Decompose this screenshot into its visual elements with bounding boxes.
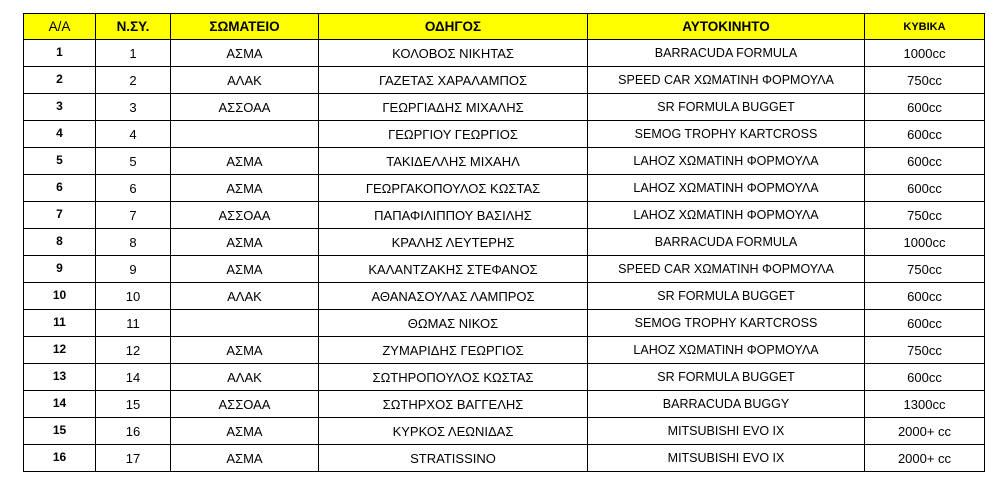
cell-car: SPEED CAR ΧΩΜΑΤΙΝΗ ΦΟΡΜΟΥΛΑ	[588, 256, 865, 283]
cell-nsy: 11	[96, 310, 171, 337]
header-car: ΑΥΤΟΚΙΝΗΤΟ	[588, 14, 865, 40]
cell-nsy: 7	[96, 202, 171, 229]
cell-cc: 600cc	[865, 94, 985, 121]
cell-club: ΑΛΑΚ	[171, 67, 319, 94]
cell-nsy: 10	[96, 283, 171, 310]
cell-club: ΑΣΜΑ	[171, 148, 319, 175]
cell-cc: 600cc	[865, 148, 985, 175]
header-driver: ΟΔΗΓΟΣ	[319, 14, 588, 40]
table-row	[24, 310, 985, 337]
cell-aa: 14	[24, 391, 96, 418]
cell-aa: 9	[24, 256, 96, 283]
cell-cc: 1000cc	[865, 40, 985, 67]
table-row	[24, 364, 985, 391]
cell-car: SPEED CAR ΧΩΜΑΤΙΝΗ ΦΟΡΜΟΥΛΑ	[588, 67, 865, 94]
cell-driver: ΣΩΤΗΡΟΠΟΥΛΟΣ ΚΩΣΤΑΣ	[319, 364, 588, 391]
cell-car: LAHOZ ΧΩΜΑΤΙΝΗ ΦΟΡΜΟΥΛΑ	[588, 175, 865, 202]
cell-driver: ΣΩΤΗΡΧΟΣ ΒΑΓΓΕΛΗΣ	[319, 391, 588, 418]
cell-cc: 750cc	[865, 256, 985, 283]
header-aa: Α/Α	[24, 14, 96, 40]
cell-cc: 750cc	[865, 337, 985, 364]
cell-driver: ΓΑΖΕΤΑΣ ΧΑΡΑΛΑΜΠΟΣ	[319, 67, 588, 94]
table-row	[24, 94, 985, 121]
cell-nsy: 12	[96, 337, 171, 364]
cell-car: LAHOZ ΧΩΜΑΤΙΝΗ ΦΟΡΜΟΥΛΑ	[588, 148, 865, 175]
cell-cc: 2000+ cc	[865, 445, 985, 472]
cell-nsy: 8	[96, 229, 171, 256]
header-club: ΣΩΜΑΤΕΙΟ	[171, 14, 319, 40]
cell-car: MITSUBISHI EVO IX	[588, 445, 865, 472]
cell-driver: ΠΑΠΑΦΙΛΙΠΠΟΥ ΒΑΣΙΛΗΣ	[319, 202, 588, 229]
cell-club: ΑΛΑΚ	[171, 283, 319, 310]
header-nsy: Ν.ΣΥ.	[96, 14, 171, 40]
table-row	[24, 148, 985, 175]
cell-car: LAHOZ ΧΩΜΑΤΙΝΗ ΦΟΡΜΟΥΛΑ	[588, 202, 865, 229]
table-row	[24, 175, 985, 202]
cell-nsy: 4	[96, 121, 171, 148]
cell-driver: ΚΥΡΚΟΣ ΛΕΩΝΙΔΑΣ	[319, 418, 588, 445]
cell-cc: 600cc	[865, 364, 985, 391]
cell-club: ΑΣΜΑ	[171, 445, 319, 472]
cell-aa: 16	[24, 445, 96, 472]
cell-driver: ΓΕΩΡΓΙΟΥ ΓΕΩΡΓΙΟΣ	[319, 121, 588, 148]
cell-aa: 2	[24, 67, 96, 94]
cell-aa: 7	[24, 202, 96, 229]
cell-club	[171, 121, 319, 148]
cell-nsy: 9	[96, 256, 171, 283]
cell-club: ΑΣΜΑ	[171, 418, 319, 445]
table-row	[24, 337, 985, 364]
table-row	[24, 418, 985, 445]
cell-car: BARRACUDA BUGGY	[588, 391, 865, 418]
cell-car: BARRACUDA FORMULA	[588, 229, 865, 256]
cell-cc: 750cc	[865, 67, 985, 94]
cell-aa: 8	[24, 229, 96, 256]
cell-driver: ΘΩΜΑΣ ΝΙΚΟΣ	[319, 310, 588, 337]
cell-car: MITSUBISHI EVO IX	[588, 418, 865, 445]
cell-car: SR FORMULA BUGGET	[588, 283, 865, 310]
cell-driver: ΖΥΜΑΡΙΔΗΣ ΓΕΩΡΓΙΟΣ	[319, 337, 588, 364]
cell-driver: ΚΟΛΟΒΟΣ ΝΙΚΗΤΑΣ	[319, 40, 588, 67]
cell-nsy: 14	[96, 364, 171, 391]
table-row	[24, 121, 985, 148]
cell-cc: 600cc	[865, 175, 985, 202]
cell-cc: 1300cc	[865, 391, 985, 418]
cell-driver: ΓΕΩΡΓΑΚΟΠΟΥΛΟΣ ΚΩΣΤΑΣ	[319, 175, 588, 202]
cell-club: ΑΣΣΟΑΑ	[171, 202, 319, 229]
header-cc: ΚΥΒΙΚΑ	[865, 14, 985, 40]
cell-nsy: 15	[96, 391, 171, 418]
cell-car: BARRACUDA FORMULA	[588, 40, 865, 67]
cell-nsy: 3	[96, 94, 171, 121]
cell-aa: 6	[24, 175, 96, 202]
cell-cc: 2000+ cc	[865, 418, 985, 445]
cell-club: ΑΣΣΟΑΑ	[171, 391, 319, 418]
cell-aa: 13	[24, 364, 96, 391]
cell-driver: ΚΑΛΑΝΤΖΑΚΗΣ ΣΤΕΦΑΝΟΣ	[319, 256, 588, 283]
cell-aa: 15	[24, 418, 96, 445]
cell-cc: 750cc	[865, 202, 985, 229]
cell-cc: 600cc	[865, 283, 985, 310]
cell-aa: 11	[24, 310, 96, 337]
cell-club: ΑΣΜΑ	[171, 229, 319, 256]
cell-nsy: 16	[96, 418, 171, 445]
cell-aa: 1	[24, 40, 96, 67]
cell-driver: ΓΕΩΡΓΙΑΔΗΣ ΜΙΧΑΛΗΣ	[319, 94, 588, 121]
cell-car: SR FORMULA BUGGET	[588, 364, 865, 391]
cell-nsy: 1	[96, 40, 171, 67]
cell-car: SR FORMULA BUGGET	[588, 94, 865, 121]
cell-club	[171, 310, 319, 337]
cell-aa: 4	[24, 121, 96, 148]
cell-driver: STRATISSINO	[319, 445, 588, 472]
table-body	[24, 40, 985, 472]
cell-nsy: 17	[96, 445, 171, 472]
cell-driver: ΑΘΑΝΑΣΟΥΛΑΣ ΛΑΜΠΡΟΣ	[319, 283, 588, 310]
cell-cc: 600cc	[865, 121, 985, 148]
cell-car: LAHOZ ΧΩΜΑΤΙΝΗ ΦΟΡΜΟΥΛΑ	[588, 337, 865, 364]
table-row	[24, 256, 985, 283]
cell-club: ΑΣΜΑ	[171, 256, 319, 283]
table-row	[24, 40, 985, 67]
table-row	[24, 391, 985, 418]
table-row	[24, 229, 985, 256]
cell-club: ΑΣΜΑ	[171, 40, 319, 67]
cell-aa: 12	[24, 337, 96, 364]
cell-car: SEMOG TROPHY KARTCROSS	[588, 121, 865, 148]
cell-driver: ΚΡΑΛΗΣ ΛΕΥΤΕΡΗΣ	[319, 229, 588, 256]
cell-nsy: 5	[96, 148, 171, 175]
cell-cc: 600cc	[865, 310, 985, 337]
entry-list-table	[23, 13, 985, 472]
cell-nsy: 2	[96, 67, 171, 94]
cell-club: ΑΣΜΑ	[171, 175, 319, 202]
cell-aa: 3	[24, 94, 96, 121]
cell-nsy: 6	[96, 175, 171, 202]
cell-club: ΑΛΑΚ	[171, 364, 319, 391]
cell-club: ΑΣΣΟΑΑ	[171, 94, 319, 121]
cell-cc: 1000cc	[865, 229, 985, 256]
table-row	[24, 202, 985, 229]
table-row	[24, 67, 985, 94]
header-row	[24, 14, 985, 40]
cell-car: SEMOG TROPHY KARTCROSS	[588, 310, 865, 337]
cell-driver: ΤΑΚΙΔΕΛΛΗΣ ΜΙΧΑΗΛ	[319, 148, 588, 175]
cell-club: ΑΣΜΑ	[171, 337, 319, 364]
table-row	[24, 445, 985, 472]
cell-aa: 10	[24, 283, 96, 310]
cell-aa: 5	[24, 148, 96, 175]
table-row	[24, 283, 985, 310]
